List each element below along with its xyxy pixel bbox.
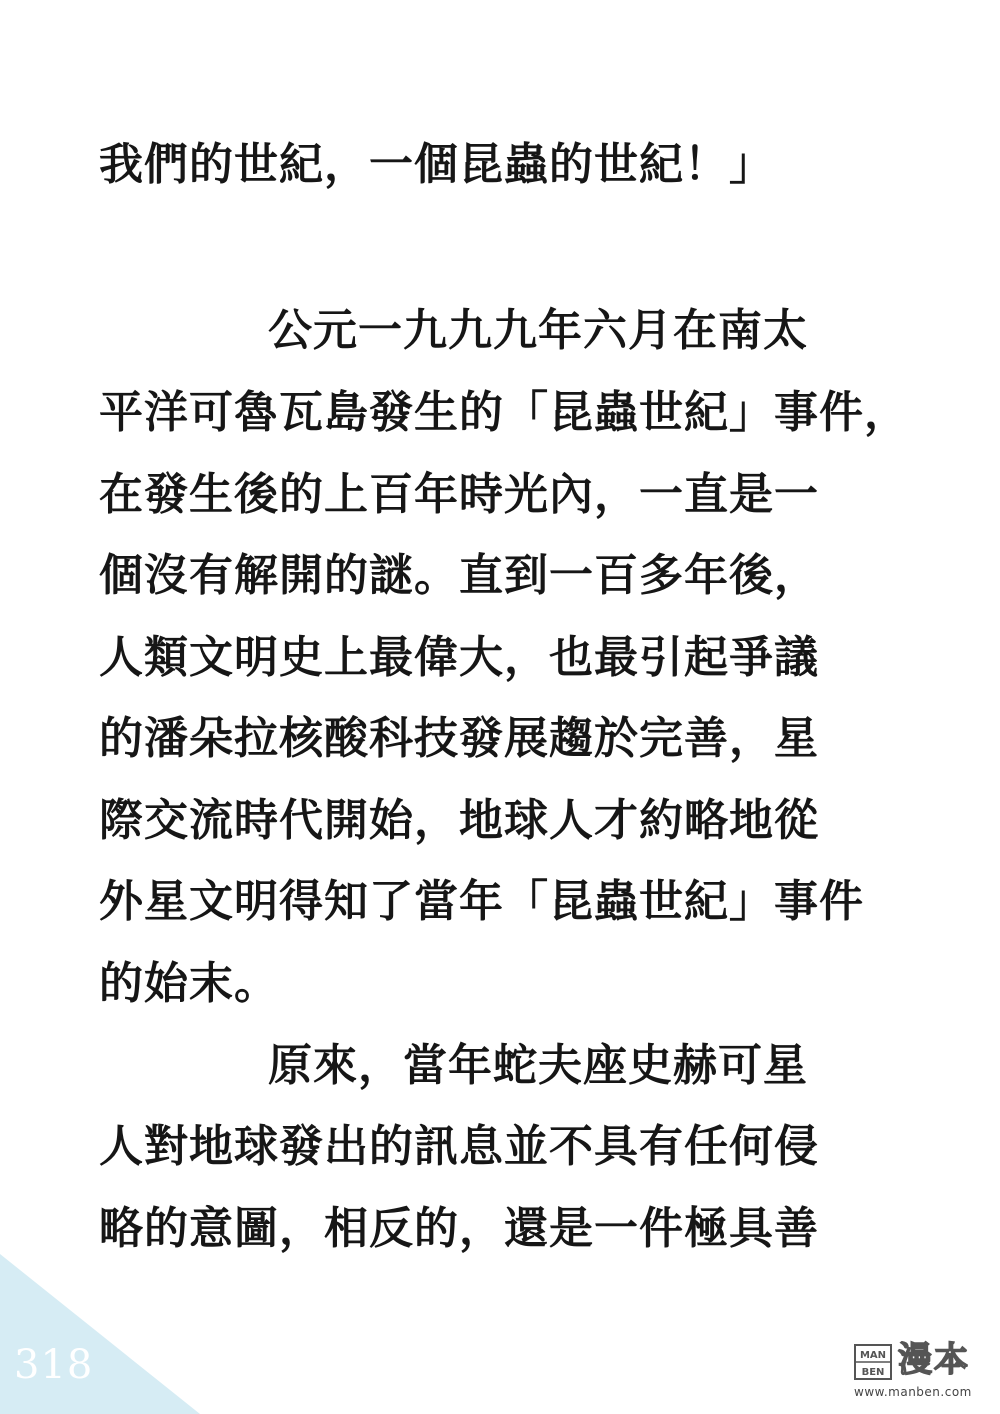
text-line: 平洋可魯瓦島發生的「昆蟲世紀」事件， xyxy=(99,387,909,438)
text-line: 個沒有解開的謎。直到一百多年後， xyxy=(99,550,819,601)
svg-text:BEN: BEN xyxy=(861,1367,885,1378)
text-line: 外星文明得知了當年「昆蟲世紀」事件 xyxy=(99,876,864,927)
page-number: 318 xyxy=(14,1342,94,1388)
text-line: 公元一九九九年六月在南太 xyxy=(268,305,808,356)
text-line: 的潘朵拉核酸科技發展趨於完善，星 xyxy=(99,713,819,764)
text-line: 人對地球發出的訊息並不具有任何侵 xyxy=(99,1121,819,1172)
text-line: 我們的世紀，一個昆蟲的世紀！」 xyxy=(99,139,774,190)
page-corner-decoration xyxy=(0,1254,200,1414)
text-line: 略的意圖，相反的，還是一件極具善 xyxy=(99,1203,819,1254)
manben-watermark xyxy=(854,1342,990,1404)
text-line: 人類文明史上最偉大，也最引起爭議 xyxy=(99,632,819,683)
text-line: 的始末。 xyxy=(99,958,279,1009)
text-line: 原來，當年蛇夫座史赫可星 xyxy=(268,1040,808,1091)
watermark-title: 漫本 xyxy=(898,1340,970,1380)
manben-logo-icon xyxy=(854,1344,892,1380)
text-line: 際交流時代開始，地球人才約略地從 xyxy=(99,795,819,846)
watermark-url: www.manben.com xyxy=(854,1385,972,1399)
text-line: 在發生後的上百年時光內，一直是一 xyxy=(99,469,819,520)
svg-text:MAN: MAN xyxy=(859,1350,887,1361)
